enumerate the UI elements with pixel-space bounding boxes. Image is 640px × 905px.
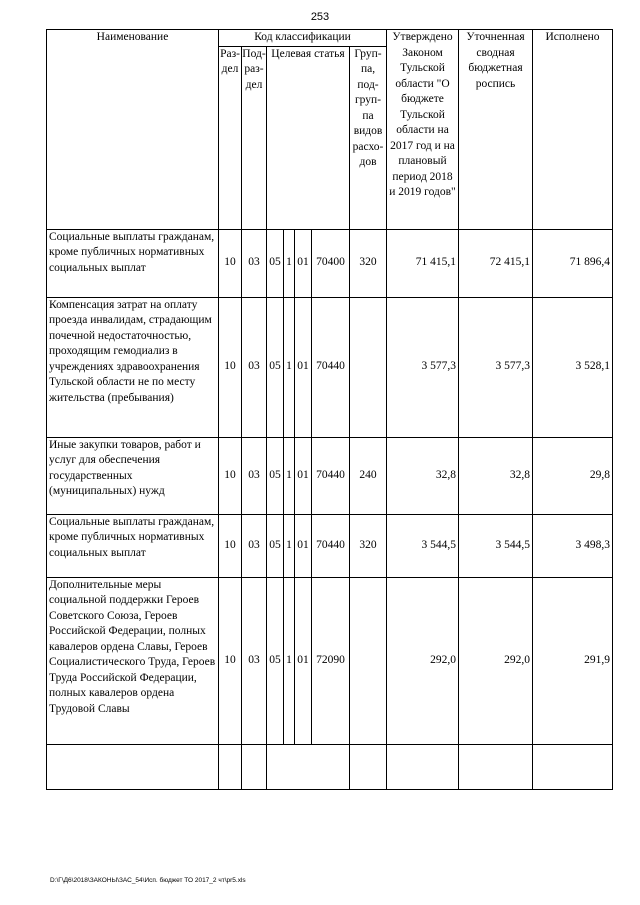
row-cs3: 01 (295, 514, 312, 577)
table-row (47, 229, 613, 297)
row-refined: 72 415,1 (459, 229, 533, 297)
row-refined: 3 577,3 (459, 297, 533, 437)
row-podrazdel: 03 (242, 437, 267, 514)
row-podrazdel: 03 (242, 297, 267, 437)
row-approved: 3 577,3 (387, 297, 459, 437)
table-header (47, 30, 613, 230)
empty-cell (350, 744, 387, 789)
row-executed: 3 498,3 (533, 514, 613, 577)
empty-cell (267, 744, 350, 789)
row-razdel: 10 (219, 514, 242, 577)
row-approved: 292,0 (387, 577, 459, 744)
header-refined: Уточненная сводная бюджетная роспись (459, 30, 533, 230)
row-cs2: 1 (284, 229, 295, 297)
row-cs4: 72090 (312, 577, 350, 744)
header-approved: Утверждено Законом Тульской области "О бюджете Тульской области на 2017 год и на плановый период 2018 и 2019 годов" (387, 30, 459, 230)
row-razdel: 10 (219, 437, 242, 514)
row-executed: 3 528,1 (533, 297, 613, 437)
row-name: Дополнительные меры социальной поддержки Героев Советского Союза, Героев Российской Федерации, полных кавалеров ордена Славы, Героев Социалистического Труда, Героев Труда Российской Федерации, полных кавалеров ордена Трудовой Славы (47, 577, 219, 744)
row-name: Социальные выплаты гражданам, кроме публичных нормативных социальных выплат (47, 229, 219, 297)
empty-cell (387, 744, 459, 789)
row-vr: 320 (350, 229, 387, 297)
row-executed: 291,9 (533, 577, 613, 744)
row-vr (350, 297, 387, 437)
table-row (47, 577, 613, 744)
row-approved: 3 544,5 (387, 514, 459, 577)
row-cs1: 05 (267, 437, 284, 514)
header-subsection: Под-раз-дел (242, 46, 267, 229)
empty-cell (219, 744, 242, 789)
row-refined: 32,8 (459, 437, 533, 514)
row-vr (350, 577, 387, 744)
row-cs1: 05 (267, 514, 284, 577)
budget-table (46, 29, 613, 790)
header-expense-group: Груп-па, под-груп-па видов расхо-дов (350, 46, 387, 229)
row-podrazdel: 03 (242, 514, 267, 577)
row-cs2: 1 (284, 514, 295, 577)
row-cs3: 01 (295, 297, 312, 437)
row-cs3: 01 (295, 577, 312, 744)
empty-cell (533, 744, 613, 789)
row-cs1: 05 (267, 297, 284, 437)
row-cs3: 01 (295, 229, 312, 297)
table-row (47, 297, 613, 437)
empty-row (47, 744, 613, 789)
row-executed: 29,8 (533, 437, 613, 514)
row-cs2: 1 (284, 437, 295, 514)
row-name: Компенсация затрат на оплату проезда инвалидам, страдающим почечной недостаточностью, проходящим гемодиализ в учреждениях здравоохранения Тульской области не по месту жительства (пребывания) (47, 297, 219, 437)
row-refined: 3 544,5 (459, 514, 533, 577)
row-razdel: 10 (219, 297, 242, 437)
row-cs2: 1 (284, 297, 295, 437)
row-vr: 240 (350, 437, 387, 514)
row-cs1: 05 (267, 229, 284, 297)
row-cs4: 70440 (312, 514, 350, 577)
row-podrazdel: 03 (242, 577, 267, 744)
page-number: 253 (310, 11, 330, 23)
header-target-article: Целевая статья (267, 46, 350, 229)
header-name: Наименование (47, 30, 219, 230)
row-cs3: 01 (295, 437, 312, 514)
header-executed: Исполнено (533, 30, 613, 230)
row-cs4: 70440 (312, 437, 350, 514)
row-vr: 320 (350, 514, 387, 577)
row-approved: 32,8 (387, 437, 459, 514)
table-row (47, 514, 613, 577)
empty-cell (459, 744, 533, 789)
empty-cell (242, 744, 267, 789)
row-cs4: 70400 (312, 229, 350, 297)
row-podrazdel: 03 (242, 229, 267, 297)
row-razdel: 10 (219, 229, 242, 297)
row-cs4: 70440 (312, 297, 350, 437)
row-executed: 71 896,4 (533, 229, 613, 297)
header-section: Раз-дел (219, 46, 242, 229)
row-refined: 292,0 (459, 577, 533, 744)
header-code-group: Код классификации (219, 30, 387, 47)
row-razdel: 10 (219, 577, 242, 744)
row-cs2: 1 (284, 577, 295, 744)
row-approved: 71 415,1 (387, 229, 459, 297)
table-row (47, 437, 613, 514)
row-name: Иные закупки товаров, работ и услуг для обеспечения государственных (муниципальных) нужд (47, 437, 219, 514)
footer-file-path: D:\Г\Д6\2018\ЗАКОНЫ\ЗАС_54\Исп. бюджет ТО 2017_2 чт\pr5.xls (50, 877, 246, 884)
row-name: Социальные выплаты гражданам, кроме публичных нормативных социальных выплат (47, 514, 219, 577)
empty-cell (47, 744, 219, 789)
row-cs1: 05 (267, 577, 284, 744)
